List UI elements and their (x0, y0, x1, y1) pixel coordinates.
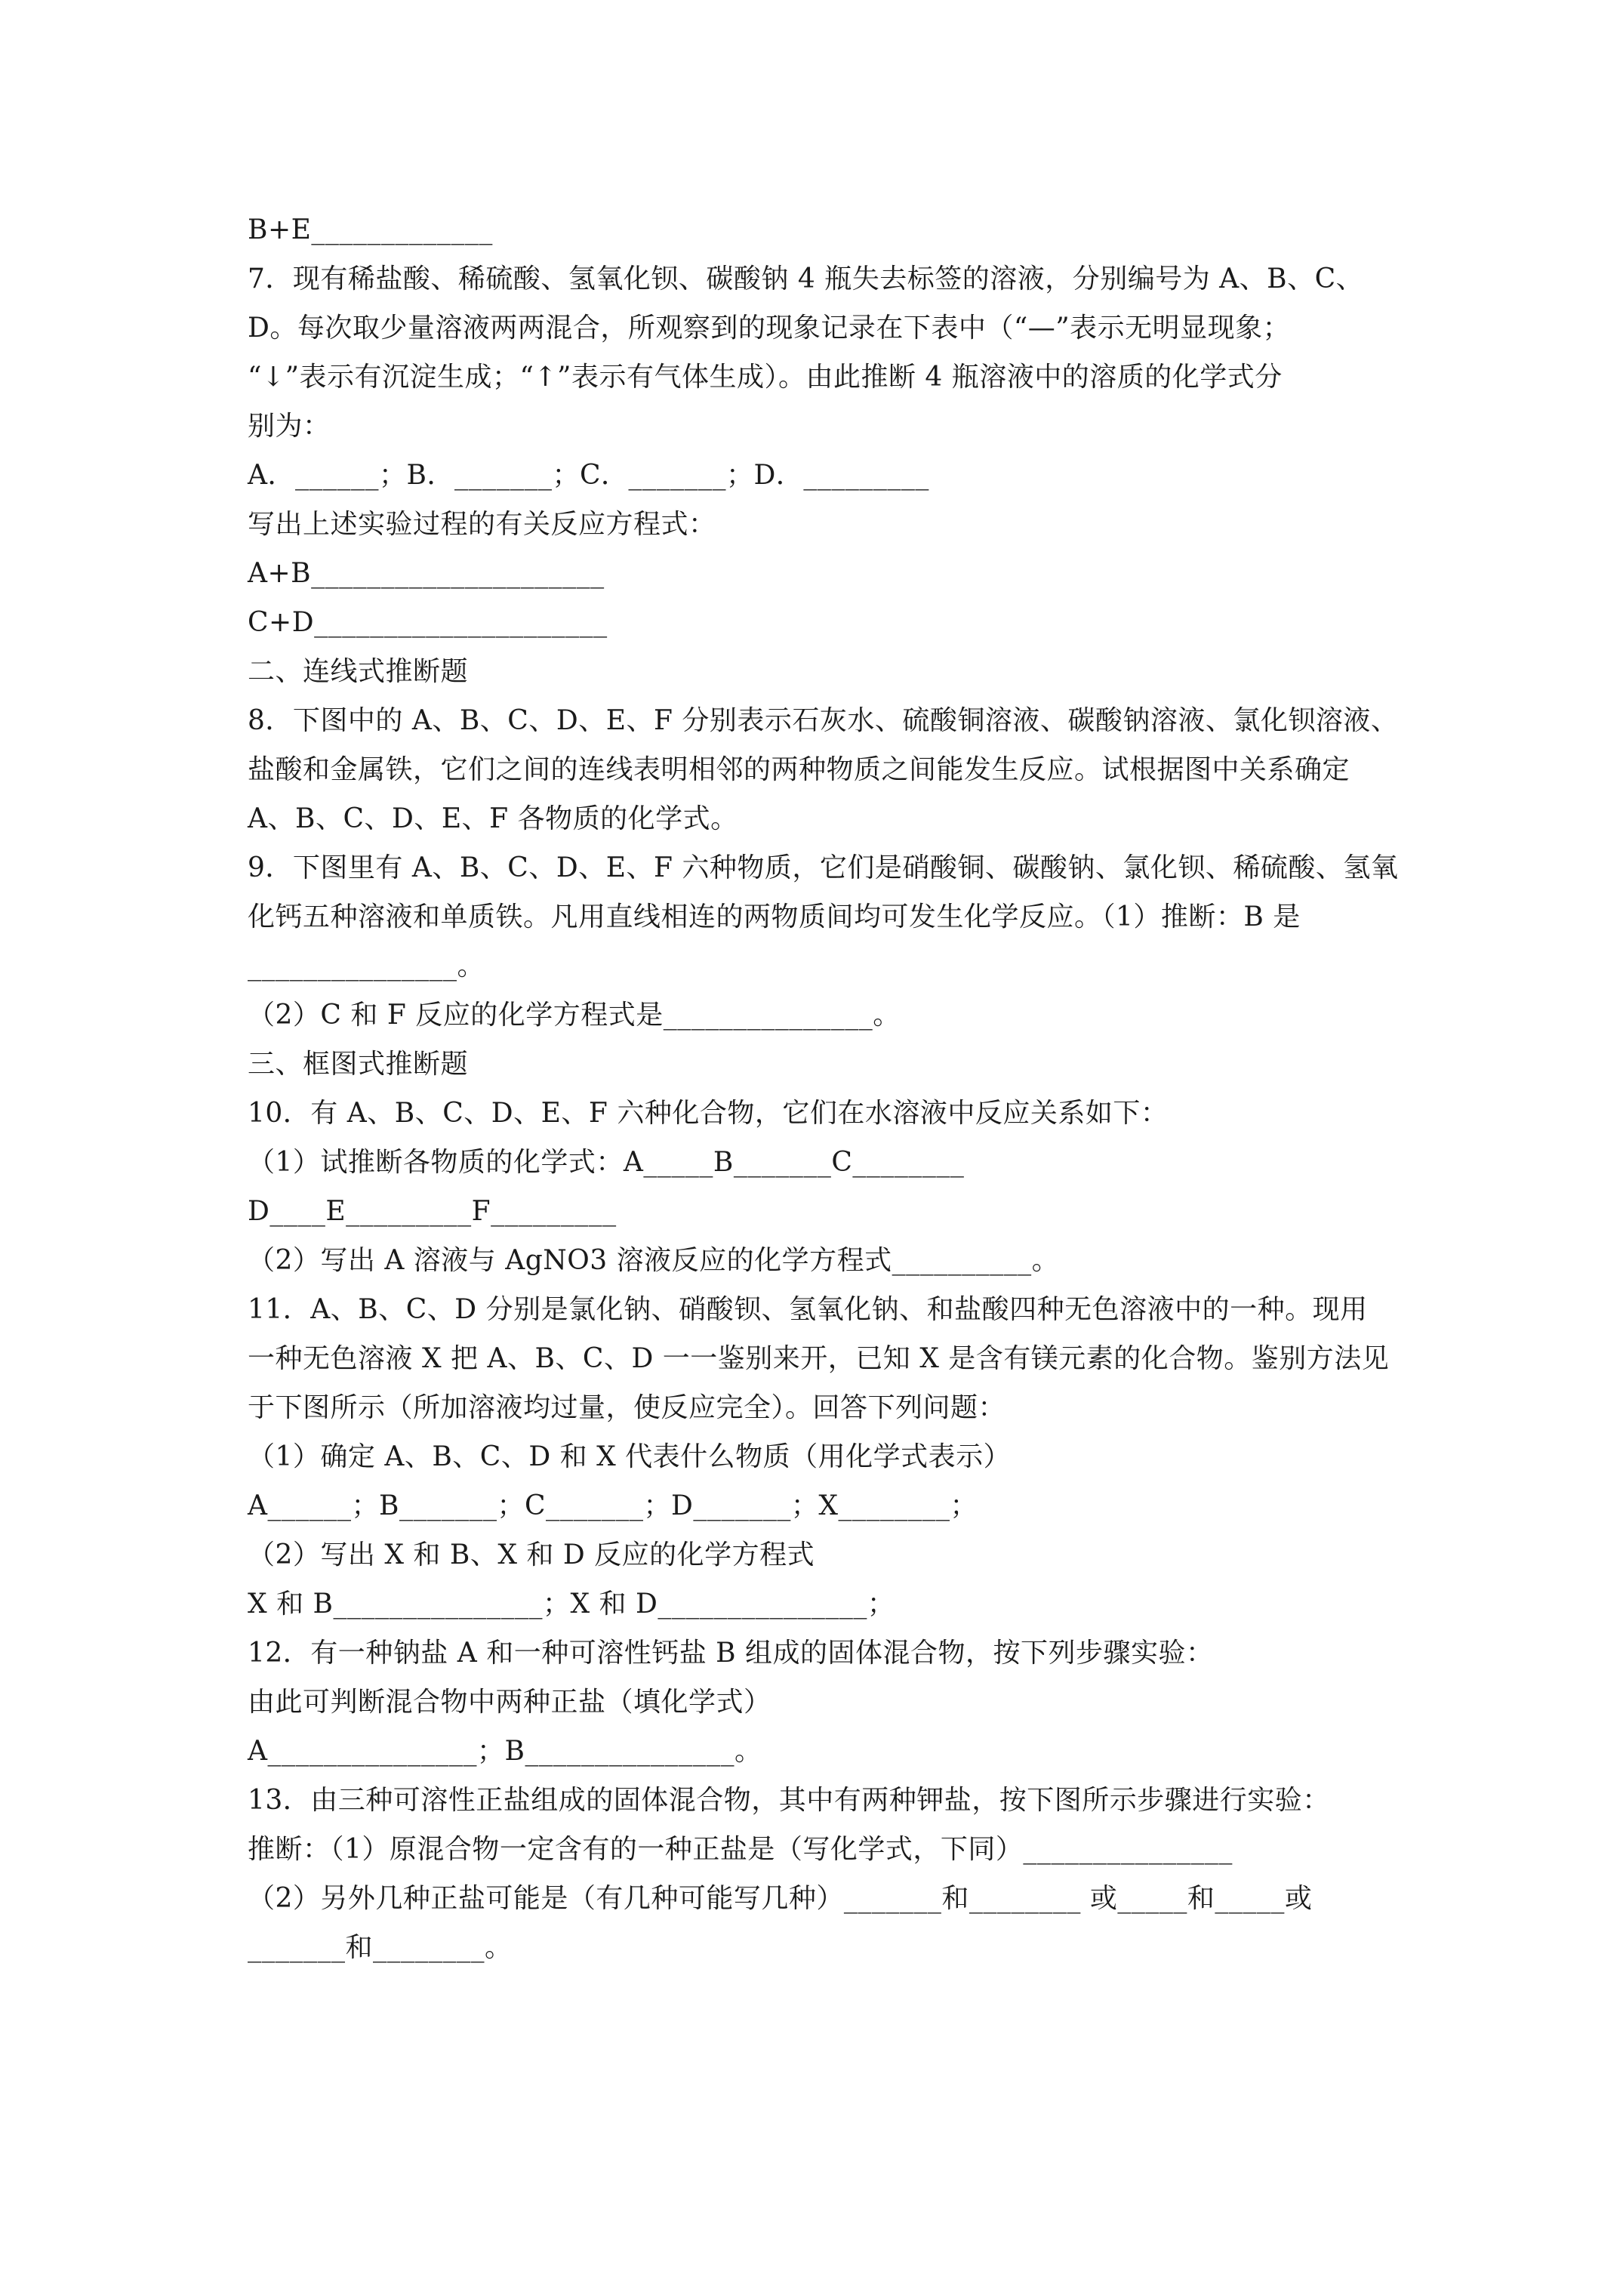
question-7-line-3: “↓”表示有沉淀生成；“↑”表示有气体生成）。由此推断 4 瓶溶液中的溶质的化学式分 (248, 362, 1283, 393)
text-line: （2）C 和 F 反应的化学方程式是_______________。 (248, 1000, 901, 1031)
question-11-line-2: 一种无色溶液 X 把 A、B、C、D 一一鉴别来开，已知 X 是含有镁元素的化合物。鉴别方法见 (248, 1343, 1390, 1374)
text-line: （1）确定 A、B、C、D 和 X 代表什么物质（用化学式表示） (248, 1441, 1012, 1472)
question-11-line-1: 11．A、B、C、D 分别是氯化钠、硝酸钡、氢氧化钠、和盐酸四种无色溶液中的一种。现用 (248, 1294, 1368, 1325)
answer-blanks: A______；B_______；C_______；D_______；X________； (248, 1490, 978, 1521)
text-line: 由此可判断混合物中两种正盐（填化学式） (248, 1687, 771, 1718)
answer-blanks: D____E_________F_________ (248, 1196, 617, 1227)
equation-blank: A+B_____________________ (248, 558, 605, 589)
answer-blanks: _______和________。 (248, 1932, 513, 1963)
question-8-line-2: 盐酸和金属铁，它们之间的连线表明相邻的两种物质之间能发生反应。试根据图中关系确定 (248, 754, 1350, 785)
question-7-line-4: 别为： (248, 411, 331, 442)
answer-blanks: X 和 B_______________；X 和 D_______________； (248, 1589, 895, 1620)
answer-blanks: （1）试推断各物质的化学式：A_____B_______C________ (248, 1147, 965, 1178)
question-12-line-1: 12．有一种钠盐 A 和一种可溶性钙盐 B 组成的固体混合物，按下列步骤实验： (248, 1638, 1214, 1669)
section-heading: 三、框图式推断题 (248, 1049, 469, 1080)
question-7-line-1: 7．现有稀盐酸、稀硫酸、氢氧化钡、碳酸钠 4 瓶失去标签的溶液，分别编号为 A、B、C、 (248, 264, 1364, 294)
question-9-line-1: 9．下图里有 A、B、C、D、E、F 六种物质，它们是硝酸铜、碳酸钠、氯化钡、稀硫酸、氢氧 (248, 852, 1399, 883)
text-line: （2）写出 X 和 B、X 和 D 反应的化学方程式 (248, 1539, 815, 1570)
answer-blanks: A_______________；B_______________。 (248, 1736, 762, 1767)
question-7-line-2: D。每次取少量溶液两两混合，所观察到的现象记录在下表中（“—”表示无明显现象； (248, 313, 1291, 344)
question-8-line-1: 8．下图中的 A、B、C、D、E、F 分别表示石灰水、硫酸铜溶液、碳酸钠溶液、氯化钡溶液、 (248, 705, 1399, 736)
text-line: （2）另外几种正盐可能是（有几种可能写几种）_______和________ 或_____和_____或 (248, 1883, 1313, 1914)
text-line: （2）写出 A 溶液与 AgNO3 溶液反应的化学方程式__________。 (248, 1245, 1060, 1276)
question-11-line-3: 于下图所示（所加溶液均过量，使反应完全）。回答下列问题： (248, 1392, 1006, 1423)
section-heading: 二、连线式推断题 (248, 656, 469, 687)
text-line: B+E_____________ (248, 214, 493, 245)
question-8-line-3: A、B、C、D、E、F 各物质的化学式。 (248, 803, 738, 834)
equation-blank: C+D_____________________ (248, 607, 608, 638)
answer-blanks: A．______；B．_______；C．_______；D．_________ (248, 460, 929, 491)
answer-blanks: _______________。 (248, 951, 485, 982)
question-9-line-2: 化钙五种溶液和单质铁。凡用直线相连的两物质间均可发生化学反应。（1）推断：B 是 (248, 901, 1301, 932)
document-page (248, 205, 1399, 1972)
text-line: 写出上述实验过程的有关反应方程式： (248, 509, 716, 540)
question-13-line-1: 13．由三种可溶性正盐组成的固体混合物，其中有两种钾盐，按下图所示步骤进行实验： (248, 1785, 1330, 1816)
question-10-line-1: 10．有 A、B、C、D、E、F 六种化合物，它们在水溶液中反应关系如下： (248, 1098, 1169, 1129)
text-line: 推断：（1）原混合物一定含有的一种正盐是（写化学式，下同）_______________ (248, 1834, 1233, 1865)
